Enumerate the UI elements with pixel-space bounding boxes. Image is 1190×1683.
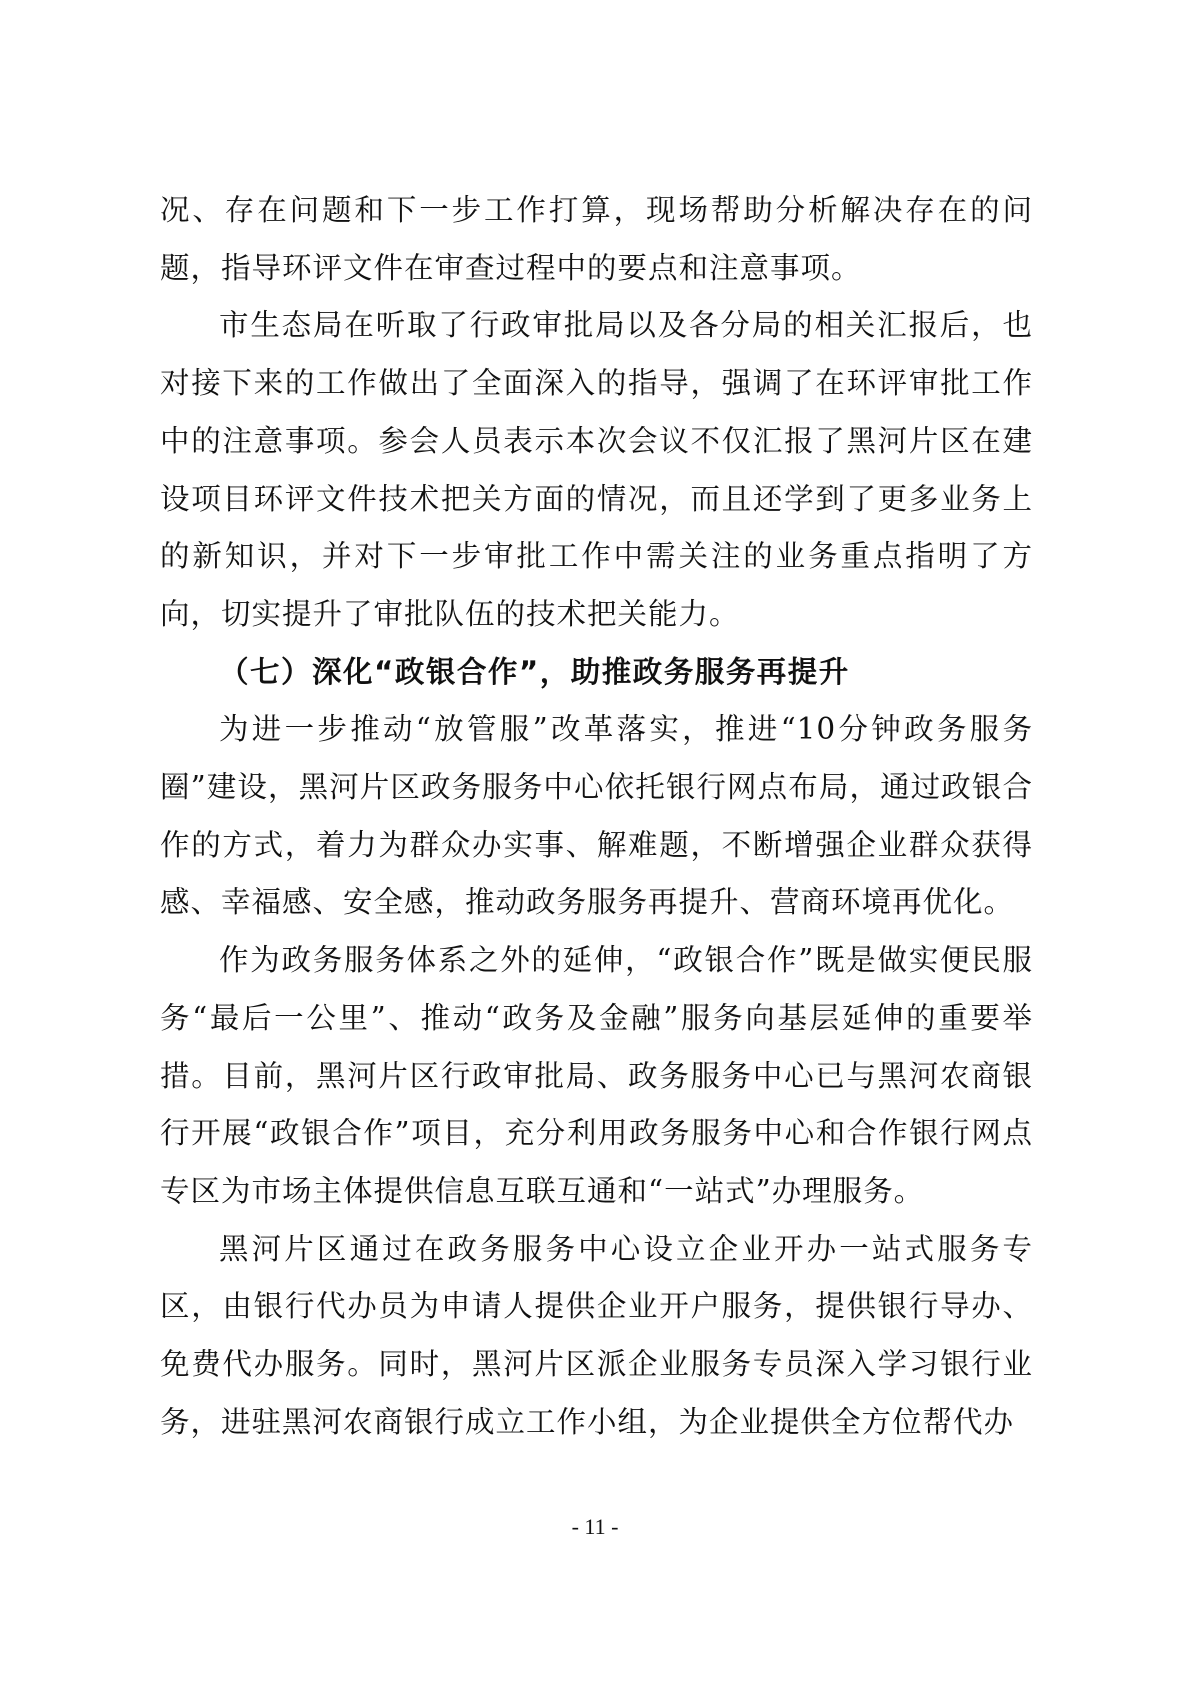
section-heading: （七）深化“政银合作”，助推政务服务再提升 [219,654,850,689]
paragraph-3: 为进一步推动“放管服”改革落实，推进“10分钟政务服务圈”建设，黑河片区政务服务中心依托银行网点布局，通过政银合作的方式，着力为群众办实事、解难题，不断增强企业群众获得感、幸福感、安全感，推动政务服务再提升、营商环境再优化。 [160,712,1033,920]
paragraph-4: 作为政务服务体系之外的延伸，“政银合作”既是做实便民服务“最后一公里”、推动“政务及金融”服务向基层延伸的重要举措。目前，黑河片区行政审批局、政务服务中心已与黑河农商银行开展“政银合作”项目，充分利用政务服务中心和合作银行网点专区为市场主体提供信息互联互通和“一站式”办理服务。 [160,943,1033,1208]
document-body [160,182,1033,1451]
page-number: - 11 - [571,1514,619,1539]
paragraph-5: 黑河片区通过在政务服务中心设立企业开办一站式服务专区，由银行代办员为申请人提供企业开户服务，提供银行导办、免费代办服务。同时，黑河片区派企业服务专员深入学习银行业务，进驻黑河农商银行成立工作小组，为企业提供全方位帮代办 [160,1231,1033,1439]
paragraph-2: 市生态局在听取了行政审批局以及各分局的相关汇报后，也对接下来的工作做出了全面深入的指导，强调了在环评审批工作中的注意事项。参会人员表示本次会议不仅汇报了黑河片区在建设项目环评文件技术把关方面的情况，而且还学到了更多业务上的新知识，并对下一步审批工作中需关注的业务重点指明了方向，切实提升了审批队伍的技术把关能力。 [160,308,1033,631]
paragraph-1: 况、存在问题和下一步工作打算，现场帮助分析解决存在的问题，指导环评文件在审查过程中的要点和注意事项。 [160,193,1033,285]
